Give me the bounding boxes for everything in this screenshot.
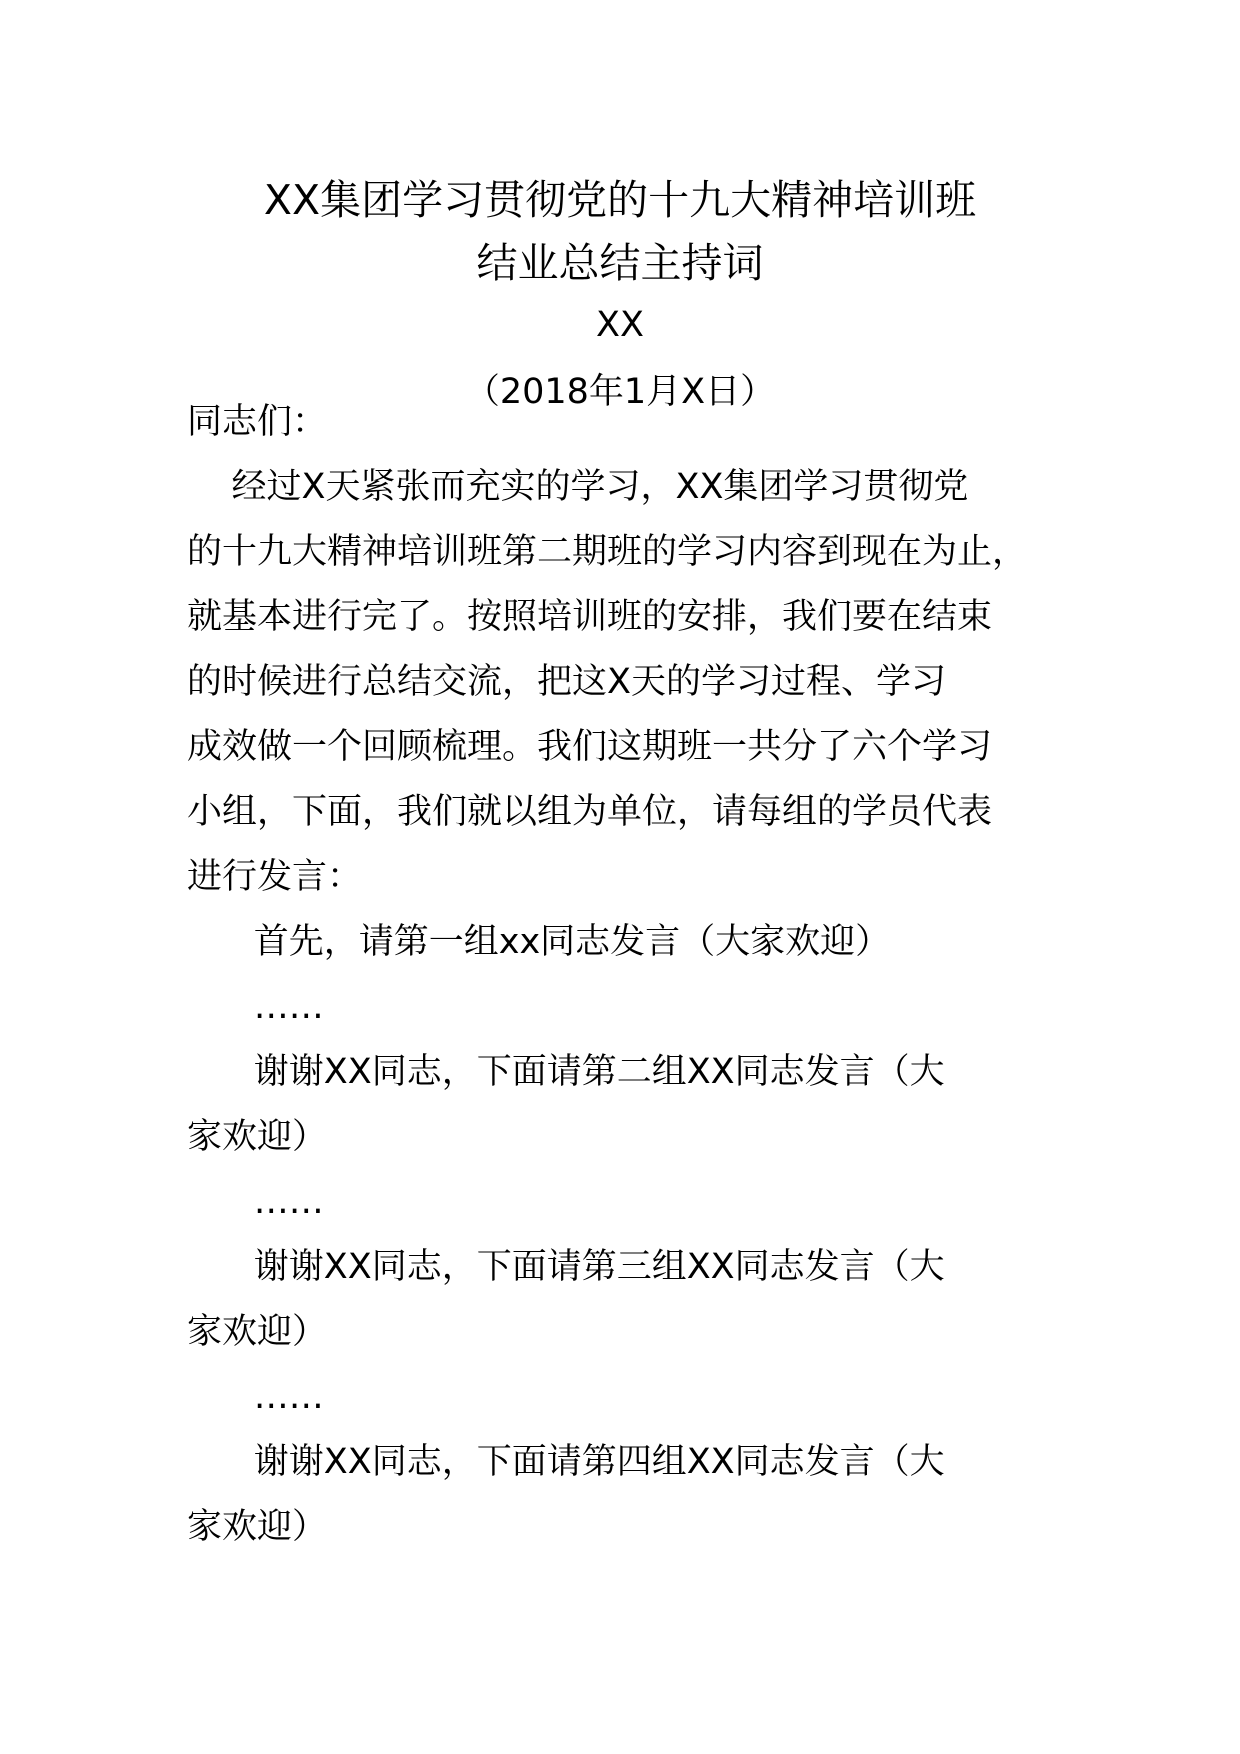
- body-line: 家欢迎）: [187, 1507, 328, 1547]
- body-line: 家欢迎）: [187, 1312, 328, 1352]
- body-line: ……: [187, 1377, 324, 1417]
- document-author: XX: [596, 305, 644, 345]
- body-line: 小组，下面，我们就以组为单位，请每组的学员代表: [187, 792, 993, 832]
- body-line: 同志们：: [187, 402, 328, 442]
- body-line: 就基本进行完了。按照培训班的安排，我们要在结束: [187, 597, 993, 637]
- document-date: （2018年1月X日）: [464, 372, 776, 412]
- document-title-line1: XX集团学习贯彻党的十九大精神培训班: [263, 176, 977, 224]
- body-line: 谢谢XX同志，下面请第四组XX同志发言（大: [187, 1442, 945, 1482]
- body-line: 的时候进行总结交流，把这X天的学习过程、学习: [187, 662, 946, 702]
- body-line: 经过X天紧张而充实的学习，XX集团学习贯彻党: [187, 467, 969, 507]
- body-line: 谢谢XX同志，下面请第二组XX同志发言（大: [187, 1052, 945, 1092]
- body-line: 进行发言：: [187, 857, 363, 897]
- body-line: 谢谢XX同志，下面请第三组XX同志发言（大: [187, 1247, 945, 1287]
- document-title-line2: 结业总结主持词: [476, 239, 764, 287]
- body-line: ……: [187, 987, 324, 1027]
- body-line: ……: [187, 1182, 324, 1222]
- body-line: 的十九大精神培训班第二期班的学习内容到现在为止，: [187, 532, 1028, 572]
- body-line: 家欢迎）: [187, 1117, 328, 1157]
- document-body: [187, 390, 1087, 1560]
- body-line: 成效做一个回顾梳理。我们这期班一共分了六个学习: [187, 727, 993, 767]
- body-line: 首先，请第一组xx同志发言（大家欢迎）: [187, 922, 891, 962]
